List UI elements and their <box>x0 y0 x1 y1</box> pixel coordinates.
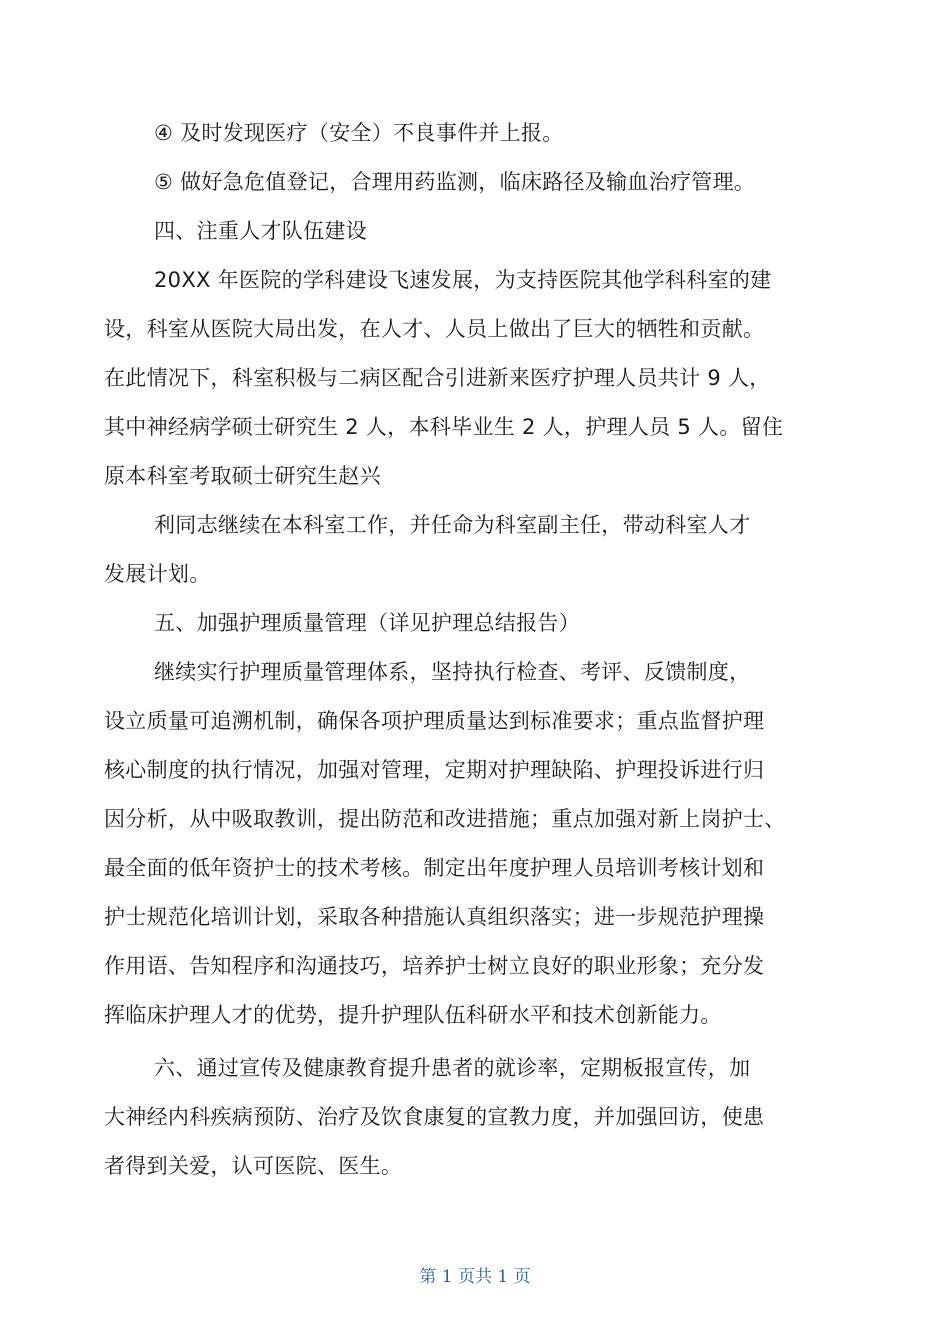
paragraph-line: 原本科室考取硕士研究生赵兴 <box>104 464 381 488</box>
paragraph-line: 继续实行护理质量管理体系，坚持执行检查、考评、反馈制度， <box>154 660 751 684</box>
section-heading-5: 五、加强护理质量管理（详见护理总结报告） <box>154 611 580 635</box>
paragraph-line: 大神经内科疾病预防、治疗及饮食康复的宣教力度，并加强回访，使患 <box>104 1105 765 1129</box>
paragraph-line: 发展计划。 <box>104 562 211 586</box>
paragraph-line: 护士规范化培训计划，采取各种措施认真组织落实；进一步规范护理操 <box>104 905 765 929</box>
paragraph-line: 作用语、告知程序和沟通技巧，培养护士树立良好的职业形象；充分发 <box>104 954 765 978</box>
list-item-5: ⑤ 做好急危值登记，合理用药监测，临床路径及输血治疗管理。 <box>154 170 756 194</box>
paragraph-line: 挥临床护理人才的优势，提升护理队伍科研水平和技术创新能力。 <box>104 1003 722 1027</box>
paragraph-line: 因分析，从中吸取教训，提出防范和改进措施；重点加强对新上岗护士、 <box>104 807 786 831</box>
paragraph-line: 设立质量可追溯机制，确保各项护理质量达到标准要求；重点监督护理 <box>104 709 765 733</box>
paragraph-line: 其中神经病学硕士研究生 2 人，本科毕业生 2 人，护理人员 5 人。留住 <box>104 415 784 439</box>
paragraph-line: 利同志继续在本科室工作，并任命为科室副主任，带动科室人才 <box>154 513 751 537</box>
paragraph-line: 20XX 年医院的学科建设飞速发展，为支持医院其他学科科室的建 <box>154 268 772 292</box>
paragraph-line: 者得到关爱，认可医院、医生。 <box>104 1154 403 1178</box>
page-footer: 第 1 页共 1 页 <box>419 1267 531 1287</box>
paragraph-line: 设，科室从医院大局出发，在人才、人员上做出了巨大的牺牲和贡献。 <box>104 317 765 341</box>
paragraph-line: 最全面的低年资护士的技术考核。制定出年度护理人员培训考核计划和 <box>104 856 765 880</box>
list-item-4: ④ 及时发现医疗（安全）不良事件并上报。 <box>154 121 564 145</box>
section-heading-4: 四、注重人才队伍建设 <box>154 219 367 243</box>
paragraph-line: 核心制度的执行情况，加强对管理，定期对护理缺陷、护理投诉进行归 <box>104 758 765 782</box>
paragraph-line: 在此情况下，科室积极与二病区配合引进新来医疗护理人员共计 9 人， <box>104 366 771 390</box>
section-heading-6: 六、通过宣传及健康教育提升患者的就诊率，定期板报宣传，加 <box>154 1056 751 1080</box>
